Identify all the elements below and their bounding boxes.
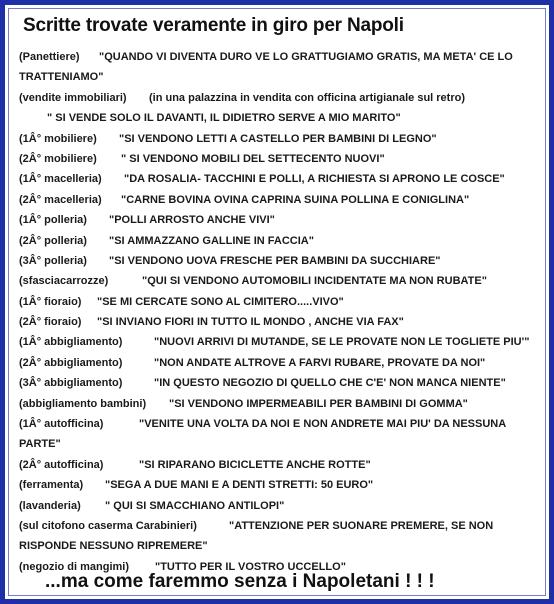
page-title: Scritte trovate veramente in giro per Napoli	[23, 15, 404, 36]
sign-quote: "QUI SI VENDONO AUTOMOBILI INCIDENTATE MA NON RUBATE"	[142, 275, 487, 288]
shop-label: (1Â° abbigliamento)	[19, 336, 123, 349]
sign-entry	[19, 536, 549, 556]
shop-label: (3Â° polleria)	[19, 254, 87, 267]
shop-label: (3Â° abbigliamento)	[19, 377, 123, 390]
sign-entry	[19, 67, 549, 87]
shop-label: (1Â° mobiliere)	[19, 132, 97, 145]
shop-label: (1Â° autofficina)	[19, 418, 104, 431]
shop-label: (2Â° abbigliamento)	[19, 356, 123, 369]
sign-quote: "SI AMMAZZANO GALLINE IN FACCIA"	[109, 234, 314, 247]
sign-quote: PARTE"	[19, 438, 61, 451]
sign-entry	[19, 129, 549, 149]
sign-quote: "SI INVIANO FIORI IN TUTTO IL MONDO , ANCHE VIA FAX"	[97, 316, 404, 329]
sign-entry	[19, 455, 549, 475]
shop-label: (sul citofono caserma Carabinieri)	[19, 519, 197, 532]
sign-quote: "SE MI CERCATE SONO AL CIMITERO.....VIVO"	[97, 295, 344, 308]
sign-quote: "IN QUESTO NEGOZIO DI QUELLO CHE C'E' NON MANCA NIENTE"	[154, 377, 506, 390]
sign-entry	[19, 332, 549, 352]
sign-entry	[19, 251, 549, 271]
shop-label: (sfasciacarrozze)	[19, 275, 109, 288]
sign-quote: "SI RIPARANO BICICLETTE ANCHE ROTTE"	[139, 458, 371, 471]
sign-entry	[19, 231, 549, 251]
sign-quote: "QUANDO VI DIVENTA DURO VE LO GRATTUGIAMO GRATIS, MA META' CE LO	[99, 51, 513, 63]
sign-quote: "TUTTO PER IL VOSTRO UCCELLO"	[155, 560, 346, 573]
sign-quote: "SI VENDONO UOVA FRESCHE PER BAMBINI DA SUCCHIARE"	[109, 254, 441, 267]
sign-quote: RISPONDE NESSUNO RIPREMERE"	[19, 540, 208, 553]
sign-entry	[19, 312, 549, 332]
sign-entry	[19, 516, 549, 536]
sign-quote: " QUI SI SMACCHIANO ANTILOPI"	[105, 499, 285, 512]
sign-quote: "SEGA A DUE MANI E A DENTI STRETTI: 50 EURO"	[105, 479, 374, 492]
shop-label: (1Â° polleria)	[19, 214, 87, 227]
sign-quote: " SI VENDE SOLO IL DAVANTI, IL DIDIETRO SERVE A MIO MARITO"	[47, 112, 401, 125]
shop-label: (1Â° fioraio)	[19, 295, 82, 308]
sign-entry	[19, 394, 549, 414]
sign-entry	[19, 169, 549, 189]
shop-label: (Panettiere)	[19, 51, 80, 63]
shop-label: (2Â° polleria)	[19, 234, 87, 247]
shop-label: (lavanderia)	[19, 499, 81, 512]
shop-label: (2Â° autofficina)	[19, 458, 104, 471]
sign-quote: " SI VENDONO MOBILI DEL SETTECENTO NUOVI"	[121, 152, 385, 165]
sign-quote: "CARNE BOVINA OVINA CAPRINA SUINA POLLINA E CONIGLINA"	[121, 193, 470, 206]
sign-entry	[19, 496, 549, 516]
sign-quote: "SI VENDONO IMPERMEABILI PER BAMBINI DI GOMMA"	[169, 397, 468, 410]
sign-quote: "POLLI ARROSTO ANCHE VIVI"	[109, 214, 275, 227]
sign-entry	[19, 373, 549, 393]
sign-entry	[19, 108, 549, 128]
shop-label: (abbigliamento bambini)	[19, 397, 147, 410]
sign-entry	[19, 353, 549, 373]
sign-entry	[19, 210, 549, 230]
sign-quote: (in una palazzina in vendita con officina artigianale sul retro)	[149, 91, 465, 104]
shop-label: (2Â° mobiliere)	[19, 152, 97, 165]
sign-list	[19, 47, 549, 577]
sign-entry	[19, 434, 549, 454]
sign-entry	[19, 475, 549, 495]
shop-label: (2Â° macelleria)	[19, 193, 102, 206]
sign-entry	[19, 47, 549, 67]
sign-quote: "NON ANDATE ALTROVE A FARVI RUBARE, PROVATE DA NOI"	[154, 356, 486, 369]
sign-quote: "DA ROSALIA- TACCHINI E POLLI, A RICHIESTA SI APRONO LE COSCE"	[124, 173, 505, 186]
sign-quote: TRATTENIAMO"	[19, 71, 104, 84]
sign-entry	[19, 190, 549, 210]
sign-quote: "VENITE UNA VOLTA DA NOI E NON ANDRETE MAI PIU' DA NESSUNA	[139, 418, 507, 431]
sign-entry	[19, 292, 549, 312]
shop-label: (ferramenta)	[19, 479, 84, 492]
sign-entry	[19, 414, 549, 434]
shop-label: (2Â° fioraio)	[19, 316, 82, 329]
footer-text: ...ma come faremmo senza i Napoletani ! ! !	[45, 571, 435, 592]
sign-quote: "NUOVI ARRIVI DI MUTANDE, SE LE PROVATE NON LE TOGLIETE PIU'"	[154, 336, 530, 349]
sign-entry	[19, 88, 549, 108]
sign-quote: "SI VENDONO LETTI A CASTELLO PER BAMBINI DI LEGNO"	[119, 132, 437, 145]
shop-label: (1Â° macelleria)	[19, 173, 102, 186]
sign-quote: "ATTENZIONE PER SUONARE PREMERE, SE NON	[229, 519, 494, 532]
sign-entry	[19, 149, 549, 169]
sign-entry	[19, 271, 549, 291]
shop-label: (vendite immobiliari)	[19, 91, 127, 104]
shop-label: (negozio di mangimi)	[19, 560, 129, 573]
